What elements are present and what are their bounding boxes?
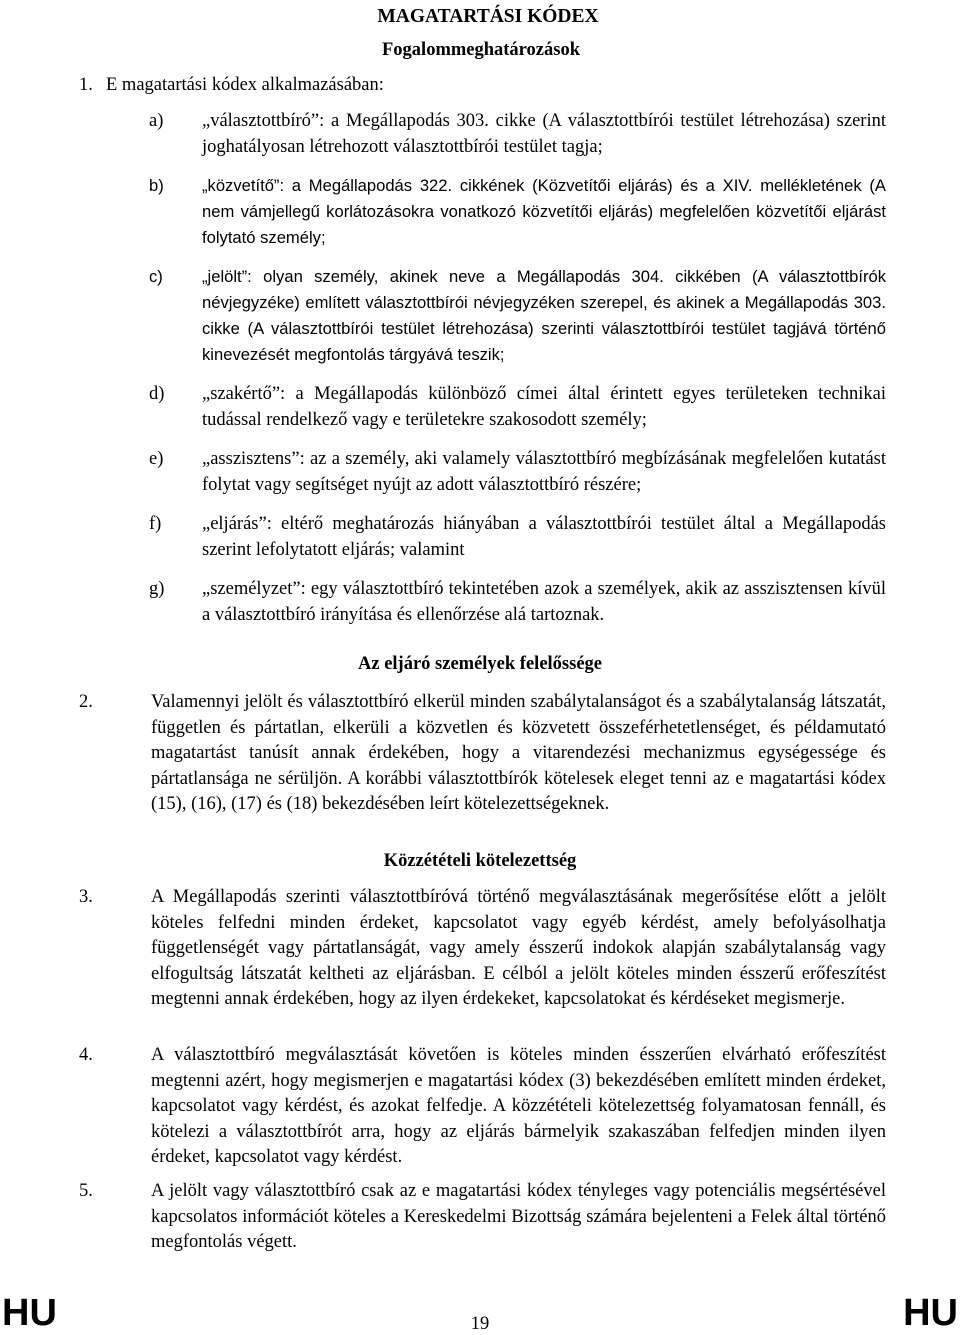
definition-list <box>149 108 886 628</box>
definition-marker: d) <box>149 384 165 404</box>
footer-language-code-left: HU <box>2 1292 57 1334</box>
definition-item <box>149 108 886 160</box>
footer-language-code-right: HU <box>903 1292 958 1334</box>
paragraph-text: A jelölt vagy választottbíró csak az e magatartási kódex tényleges vagy potenciális megsértésével kapcsolatos információt köteles a Kereskedelmi Bizottság számára bejelenteni a Felek által történő megfontolás végett. <box>151 1181 886 1252</box>
definition-text: „asszisztens”: az a személy, aki valamely választottbíró megbízásának megfelelően kutatást folytat vagy segítséget nyújt az adott választottbíró részére; <box>202 449 886 495</box>
definition-marker: a) <box>149 111 164 131</box>
definition-text: „személyzet”: egy választottbíró tekintetében azok a személyek, akik az asszisztensen kívül a választottbíró irányítása és ellenőrzése alá tartoznak. <box>202 579 886 625</box>
definition-item <box>149 511 886 563</box>
definition-item <box>149 173 886 251</box>
paragraph-3 <box>79 885 886 1013</box>
paragraph-number: 5. <box>79 1181 93 1201</box>
definition-item <box>149 381 886 433</box>
definition-marker: c) <box>149 267 163 286</box>
definition-item <box>149 576 886 628</box>
paragraph-2 <box>79 690 886 818</box>
paragraph-number: 2. <box>79 692 93 712</box>
section-intro-text: E magatartási kódex alkalmazásában: <box>106 75 384 95</box>
definition-marker: e) <box>149 449 164 469</box>
section-1-intro <box>79 72 384 98</box>
paragraph-number: 4. <box>79 1045 93 1065</box>
definition-item <box>149 264 886 368</box>
paragraph-text: A választottbíró megválasztását követően is köteles minden ésszerűen elvárható erőfeszítést megtenni azért, hogy megismerjen e magatartási kódex (3) bekezdésében említett minden érdeket, kapcsolatot vagy kérdést, és azokat felfedje. A közzétételi kötelezettség folyamatosan fennáll, és kötelezi a választottbírót arra, hogy az eljárás bármelyik szakaszában felfedjen minden ilyen érdeket, kapcsolatot vagy kérdést. <box>151 1045 886 1167</box>
definition-item <box>149 446 886 498</box>
definition-marker: b) <box>149 176 164 195</box>
section-heading-responsibility: Az eljáró személyek felelőssége <box>358 654 602 674</box>
page-title: MAGATARTÁSI KÓDEX <box>377 6 599 27</box>
definition-text: „jelölt”: olyan személy, akinek neve a Megállapodás 304. cikkében (A választottbírók névjegyzéke) említett választottbírói névjegyzéken szerepel, és akinek a Megállapodás 303. cikke (A választottbírói testület létrehozása) szerinti választottbírói testület tagjává történő kinevezését megfontolás tárgyává teszik; <box>202 267 886 364</box>
section-heading-disclosure: Közzétételi kötelezettség <box>383 851 577 871</box>
paragraph-4 <box>79 1043 886 1171</box>
paragraph-number: 3. <box>79 887 93 907</box>
page-number: 19 <box>470 1314 490 1334</box>
section-heading-definitions: Fogalommeghatározások <box>382 40 580 60</box>
definition-text: „szakértő”: a Megállapodás különböző címei által érintett egyes területeken technikai tudással rendelkező vagy e területekre szakosodott személy; <box>202 384 886 430</box>
definition-marker: g) <box>149 579 165 599</box>
definition-text: „eljárás”: eltérő meghatározás hiányában a választottbírói testület által a Megállapodás szerint lefolytatott eljárás; valamint <box>202 514 886 560</box>
paragraph-5 <box>79 1179 886 1256</box>
definition-text: „választottbíró”: a Megállapodás 303. cikke (A választottbírói testület létrehozása) szerint joghatályosan létrehozott választottbírói testület tagja; <box>202 111 886 157</box>
paragraph-text: Valamennyi jelölt és választottbíró elkerül minden szabálytalanságot és a szabálytalanság látszatát, független és pártatlan, elkerüli a közvetlen és közvetett összeférhetetlenséget, és példamutató magatartást tanúsít annak érdekében, hogy a vitarendezési mechanizmus egységessége és pártatlansága ne sérüljön. A korábbi választottbírók kötelesek eleget tenni az e magatartási kódex (15), (16), (17) és (18) bekezdésében leírt kötelezettségeknek. <box>151 692 886 814</box>
definition-text: „közvetítő”: a Megállapodás 322. cikkének (Közvetítői eljárás) és a XIV. mellékletének (A nem vámjellegű korlátozásokra vonatkozó közvetítői eljárás) megfelelően közvetítői eljárást folytató személy; <box>202 176 886 247</box>
section-number: 1. <box>79 75 93 95</box>
paragraph-text: A Megállapodás szerinti választottbíróvá történő megválasztásának megerősítése előtt a jelölt köteles felfedni minden érdeket, kapcsolatot vagy egyéb kérdést, amely befolyásolhatja függetlenségét vagy pártatlanságát, vagy amely ésszerű indokok alapján szabálytalanság vagy elfogultság látszatát keltheti az eljárásban. E célból a jelölt köteles minden ésszerű erőfeszítést megtenni annak érdekében, hogy az ilyen érdekeket, kapcsolatokat és kérdéseket megismerje. <box>151 887 886 1009</box>
definition-marker: f) <box>149 514 162 534</box>
